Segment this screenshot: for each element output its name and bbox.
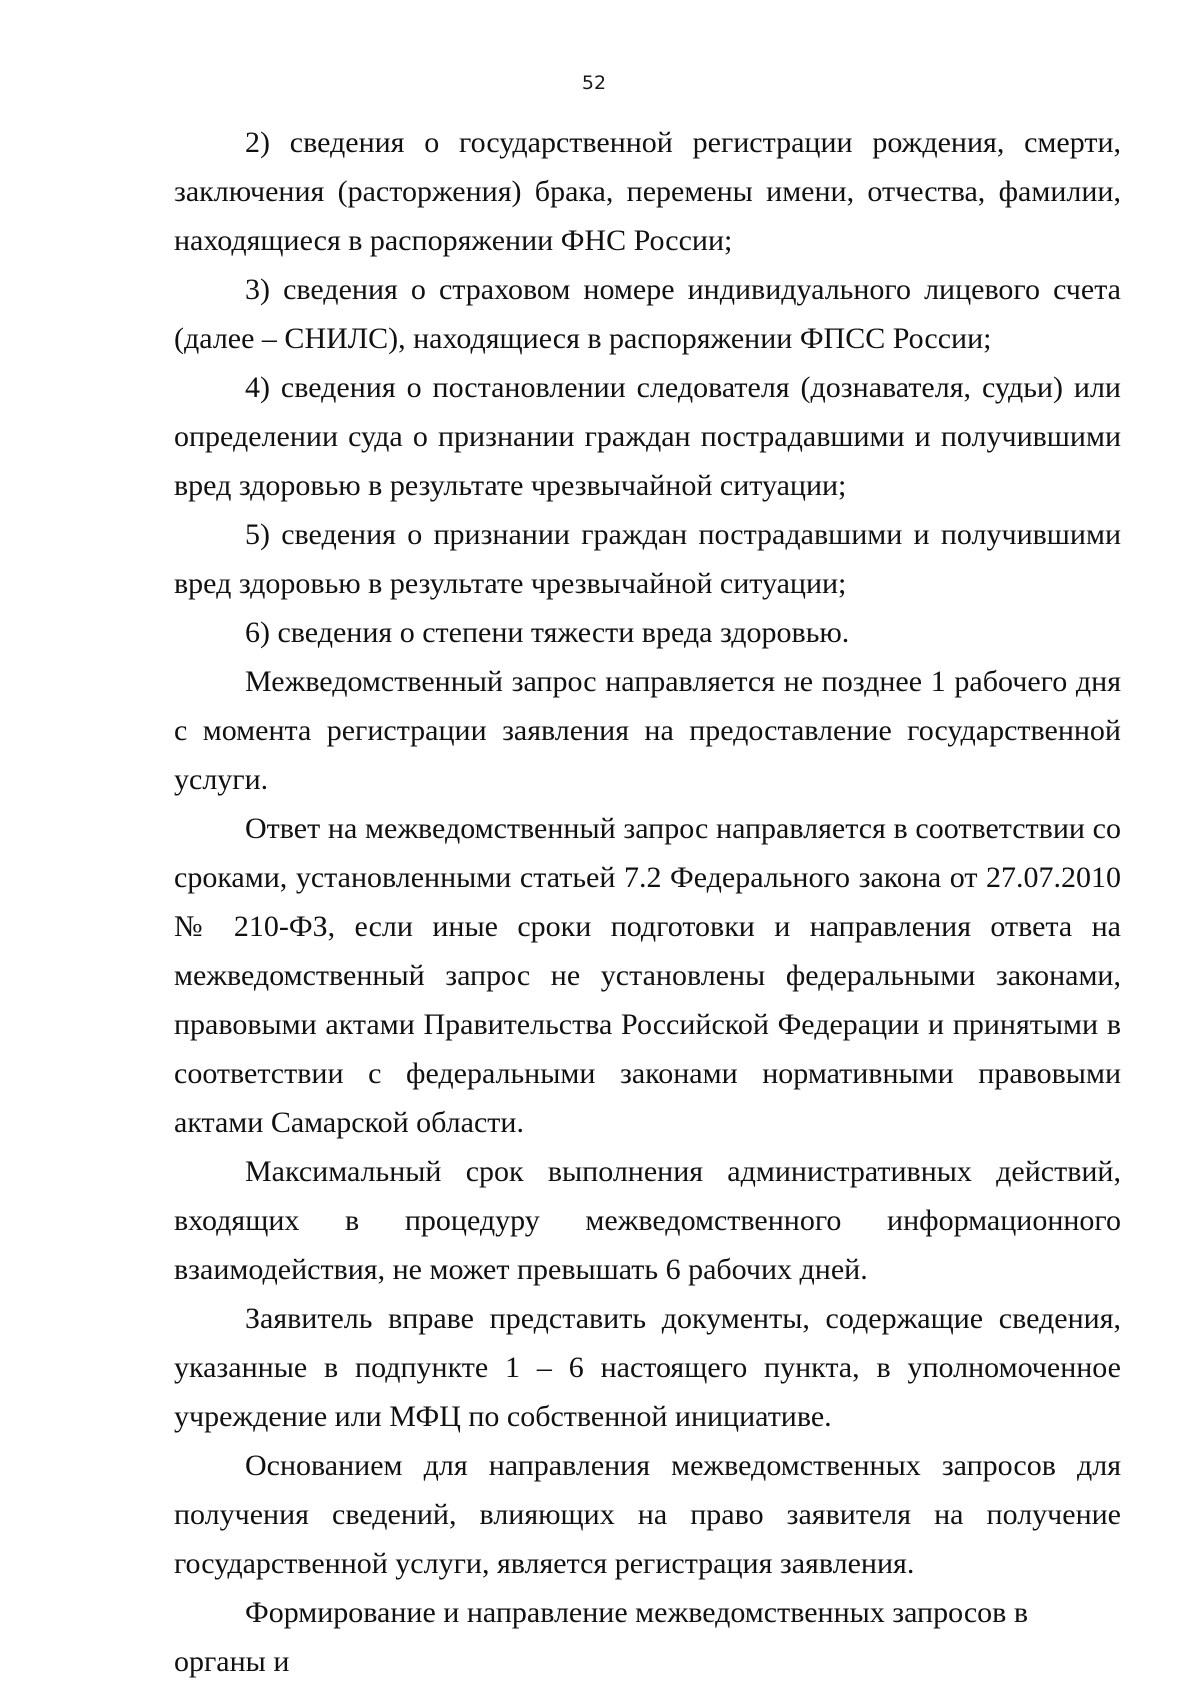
page-number: 52	[581, 72, 607, 94]
paragraph: Формирование и направление межведомственных запросов в органы и	[174, 1596, 1029, 1678]
paragraph: 4) сведения о постановлении следователя (дознавателя, судьи) или определении суда о признании граждан пострадавшими и получившими вред здоровью в результате чрезвычайной ситуации;	[174, 371, 1121, 502]
paragraph: Максимальный срок выполнения административных действий, входящих в процедуру межведомственного информационного взаимодействия, не может превышать 6 рабочих дней.	[174, 1155, 1121, 1286]
document-body	[174, 118, 1121, 1686]
paragraph: Межведомственный запрос направляется не позднее 1 рабочего дня с момента регистрации заявления на предоставление государственной услуги.	[174, 665, 1121, 796]
paragraph: 3) сведения о страховом номере индивидуального лицевого счета (далее – СНИЛС), находящиеся в распоряжении ФПСС России;	[174, 273, 1121, 355]
paragraph: 5) сведения о признании граждан пострадавшими и получившими вред здоровью в результате чрезвычайной ситуации;	[174, 518, 1121, 600]
paragraph: Ответ на межведомственный запрос направляется в соответствии со сроками, установленными статьей 7.2 Федерального закона от 27.07.2010 № 210-ФЗ, если иные сроки подготовки и направления ответа на межведомственный запрос не установлены федеральными законами, правовыми актами Правительства Российской Федерации и принятыми в соответствии с федеральными законами нормативными правовыми актами Самарской области.	[174, 812, 1121, 1139]
paragraph: Заявитель вправе представить документы, содержащие сведения, указанные в подпункте 1 – 6 настоящего пункта, в уполномоченное учреждение или МФЦ по собственной инициативе.	[174, 1302, 1121, 1433]
paragraph: 6) сведения о степени тяжести вреда здоровью.	[245, 616, 850, 649]
paragraph: Основанием для направления межведомственных запросов для получения сведений, влияющих на право заявителя на получение государственной услуги, является регистрация заявления.	[174, 1449, 1121, 1580]
paragraph: 2) сведения о государственной регистрации рождения, смерти, заключения (расторжения) брака, перемены имени, отчества, фамилии, находящиеся в распоряжении ФНС России;	[174, 126, 1121, 257]
